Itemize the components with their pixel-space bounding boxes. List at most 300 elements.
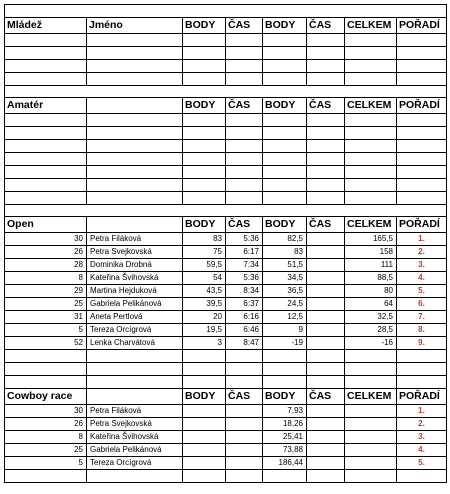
rank-header: POŘADÍ [397, 98, 447, 114]
start-number: 26 [5, 246, 87, 259]
start-number: 25 [5, 298, 87, 311]
body-1-value [183, 431, 226, 444]
time-2-value [307, 337, 345, 350]
empty-cell [5, 47, 87, 60]
time-1-value [226, 431, 263, 444]
empty-cell [345, 376, 397, 389]
start-number: 26 [5, 418, 87, 431]
body-2-header: BODY [263, 217, 307, 233]
body-1-value: 19,5 [183, 324, 226, 337]
empty-cell [226, 73, 263, 86]
rank-value: 1. [397, 405, 447, 418]
empty-cell [183, 34, 226, 47]
empty-cell [307, 179, 345, 192]
body-1-value [183, 457, 226, 470]
time-1-value [226, 444, 263, 457]
total-value [345, 431, 397, 444]
body-1-value: 75 [183, 246, 226, 259]
total-header: CELKEM [345, 389, 397, 405]
body-2-value: 34,5 [263, 272, 307, 285]
empty-header-cell [87, 389, 183, 405]
empty-cell [183, 47, 226, 60]
start-number: 8 [5, 431, 87, 444]
empty-row [5, 166, 447, 179]
open-result-row [5, 298, 447, 311]
empty-cell [226, 34, 263, 47]
empty-cell [397, 363, 447, 376]
body-1-header: BODY [183, 389, 226, 405]
empty-cell [183, 350, 226, 363]
time-1-header: ČAS [226, 98, 263, 114]
spacer-row [5, 86, 447, 98]
empty-row [5, 114, 447, 127]
body-1-value: 3 [183, 337, 226, 350]
empty-cell [5, 127, 87, 140]
empty-cell [5, 205, 447, 217]
empty-row [5, 192, 447, 205]
rank-value: 8. [397, 324, 447, 337]
empty-header-cell [87, 217, 183, 233]
total-value: -16 [345, 337, 397, 350]
empty-cell [183, 166, 226, 179]
open-result-row [5, 259, 447, 272]
empty-cell [345, 363, 397, 376]
open-result-row [5, 233, 447, 246]
empty-cell [397, 114, 447, 127]
empty-cell [307, 470, 345, 483]
body-1-header: BODY [183, 18, 226, 34]
open-result-row [5, 324, 447, 337]
section-header-amater [5, 98, 447, 114]
empty-cell [87, 192, 183, 205]
empty-cell [226, 114, 263, 127]
open-result-row [5, 246, 447, 259]
empty-cell [87, 114, 183, 127]
time-result-value: 7,93 [263, 405, 307, 418]
empty-cell [87, 363, 183, 376]
total-value [345, 418, 397, 431]
empty-cell [345, 127, 397, 140]
empty-cell [263, 153, 307, 166]
empty-header-cell [87, 98, 183, 114]
empty-cell [87, 47, 183, 60]
empty-cell [263, 376, 307, 389]
rider-name: Tereza Orcígrová [87, 457, 183, 470]
empty-cell [345, 140, 397, 153]
open-result-row [5, 285, 447, 298]
time-2-value [307, 311, 345, 324]
time-1-value: 6:17 [226, 246, 263, 259]
empty-cell [5, 114, 87, 127]
rank-value: 5. [397, 457, 447, 470]
time-1-value: 5:36 [226, 233, 263, 246]
rank-header: POŘADÍ [397, 217, 447, 233]
time-1-header: ČAS [226, 217, 263, 233]
empty-cell [397, 34, 447, 47]
time-2-header: ČAS [307, 217, 345, 233]
empty-cell [5, 376, 87, 389]
body-1-value: 59,5 [183, 259, 226, 272]
empty-cell [307, 363, 345, 376]
empty-cell [263, 114, 307, 127]
empty-cell [345, 153, 397, 166]
empty-cell [263, 470, 307, 483]
body-1-value [183, 418, 226, 431]
section-title: Mládež [5, 18, 87, 34]
rider-name: Tereza Orcígrová [87, 324, 183, 337]
total-value: 158 [345, 246, 397, 259]
start-number: 8 [5, 272, 87, 285]
empty-cell [345, 47, 397, 60]
empty-cell [397, 376, 447, 389]
time-1-value [226, 457, 263, 470]
empty-cell [263, 363, 307, 376]
total-value: 88,5 [345, 272, 397, 285]
empty-cell [226, 363, 263, 376]
rider-name: Petra Filáková [87, 405, 183, 418]
body-2-value: 83 [263, 246, 307, 259]
empty-cell [183, 73, 226, 86]
empty-cell [307, 376, 345, 389]
empty-cell [263, 60, 307, 73]
empty-cell [307, 47, 345, 60]
empty-cell [5, 34, 87, 47]
time-2-value [307, 418, 345, 431]
time-1-value [226, 405, 263, 418]
empty-cell [183, 376, 226, 389]
rider-name: Gabriela Pelikánová [87, 298, 183, 311]
start-number: 31 [5, 311, 87, 324]
section-header-open [5, 217, 447, 233]
body-2-value: 51,5 [263, 259, 307, 272]
total-value [345, 405, 397, 418]
empty-cell [183, 114, 226, 127]
open-result-row [5, 272, 447, 285]
empty-cell [226, 470, 263, 483]
empty-cell [5, 5, 447, 18]
empty-cell [263, 73, 307, 86]
body-2-value: 24,5 [263, 298, 307, 311]
body-2-header: BODY [263, 18, 307, 34]
empty-row [5, 73, 447, 86]
empty-cell [183, 60, 226, 73]
empty-cell [345, 179, 397, 192]
empty-cell [307, 140, 345, 153]
time-2-header: ČAS [307, 389, 345, 405]
empty-cell [345, 114, 397, 127]
empty-cell [397, 73, 447, 86]
time-1-value: 5:36 [226, 272, 263, 285]
empty-cell [397, 47, 447, 60]
rider-name: Kateřina Švihovská [87, 272, 183, 285]
empty-row [5, 376, 447, 389]
total-value [345, 457, 397, 470]
time-2-value [307, 246, 345, 259]
body-2-header: BODY [263, 389, 307, 405]
time-result-value: 25,41 [263, 431, 307, 444]
empty-cell [345, 73, 397, 86]
total-value: 32,5 [345, 311, 397, 324]
empty-cell [5, 73, 87, 86]
empty-cell [226, 179, 263, 192]
empty-cell [183, 470, 226, 483]
empty-cell [307, 60, 345, 73]
rank-value: 3. [397, 259, 447, 272]
time-result-value: 18,26 [263, 418, 307, 431]
rank-value: 6. [397, 298, 447, 311]
empty-cell [87, 153, 183, 166]
empty-cell [183, 363, 226, 376]
rider-name: Kateřina Švihovská [87, 431, 183, 444]
rank-value: 4. [397, 272, 447, 285]
empty-cell [263, 350, 307, 363]
cowboy-result-row [5, 457, 447, 470]
total-header: CELKEM [345, 217, 397, 233]
body-1-value: 83 [183, 233, 226, 246]
empty-row [5, 363, 447, 376]
empty-cell [87, 179, 183, 192]
empty-cell [87, 470, 183, 483]
body-2-value: 82,5 [263, 233, 307, 246]
open-result-row [5, 337, 447, 350]
rider-name: Petra Svejkovská [87, 246, 183, 259]
rank-header: POŘADÍ [397, 18, 447, 34]
empty-cell [397, 166, 447, 179]
empty-cell [307, 166, 345, 179]
time-2-header: ČAS [307, 98, 345, 114]
time-1-value: 7:34 [226, 259, 263, 272]
total-value: 80 [345, 285, 397, 298]
start-number: 30 [5, 233, 87, 246]
body-2-value: 12,5 [263, 311, 307, 324]
time-1-header: ČAS [226, 18, 263, 34]
empty-cell [5, 140, 87, 153]
empty-cell [5, 166, 87, 179]
empty-row [5, 140, 447, 153]
empty-cell [307, 153, 345, 166]
time-2-value [307, 444, 345, 457]
empty-cell [397, 192, 447, 205]
empty-cell [183, 140, 226, 153]
rank-value: 9. [397, 337, 447, 350]
empty-cell [397, 179, 447, 192]
empty-row [5, 153, 447, 166]
time-1-header: ČAS [226, 389, 263, 405]
body-1-value [183, 444, 226, 457]
rank-header: POŘADÍ [397, 389, 447, 405]
empty-cell [5, 86, 447, 98]
empty-cell [345, 350, 397, 363]
time-1-value: 8:47 [226, 337, 263, 350]
cowboy-result-row [5, 418, 447, 431]
empty-cell [87, 140, 183, 153]
body-2-value: -19 [263, 337, 307, 350]
body-1-value: 39,5 [183, 298, 226, 311]
empty-cell [397, 140, 447, 153]
empty-cell [397, 153, 447, 166]
empty-cell [397, 350, 447, 363]
empty-cell [87, 166, 183, 179]
empty-cell [87, 73, 183, 86]
time-2-header: ČAS [307, 18, 345, 34]
empty-cell [226, 376, 263, 389]
empty-cell [5, 470, 87, 483]
results-spreadsheet [4, 4, 446, 483]
start-number: 5 [5, 457, 87, 470]
empty-cell [183, 153, 226, 166]
empty-row [5, 34, 447, 47]
total-value [345, 444, 397, 457]
empty-cell [345, 470, 397, 483]
start-number: 25 [5, 444, 87, 457]
rank-value: 5. [397, 285, 447, 298]
start-number: 5 [5, 324, 87, 337]
time-1-value: 6:16 [226, 311, 263, 324]
cowboy-result-row [5, 444, 447, 457]
empty-cell [263, 166, 307, 179]
rider-name: Lenka Charvátová [87, 337, 183, 350]
empty-cell [263, 34, 307, 47]
time-2-value [307, 259, 345, 272]
empty-cell [307, 192, 345, 205]
empty-cell [87, 376, 183, 389]
empty-cell [87, 60, 183, 73]
total-header: CELKEM [345, 18, 397, 34]
empty-row [5, 350, 447, 363]
empty-cell [345, 60, 397, 73]
empty-row [5, 179, 447, 192]
total-value: 165,5 [345, 233, 397, 246]
empty-cell [226, 47, 263, 60]
rider-name: Martina Hejduková [87, 285, 183, 298]
total-value: 28,5 [345, 324, 397, 337]
empty-cell [263, 140, 307, 153]
rank-value: 2. [397, 418, 447, 431]
body-1-value: 54 [183, 272, 226, 285]
empty-cell [397, 470, 447, 483]
rider-name: Petra Svejkovská [87, 418, 183, 431]
time-2-value [307, 285, 345, 298]
empty-cell [5, 363, 87, 376]
empty-row [5, 60, 447, 73]
section-title: Open [5, 217, 87, 233]
open-result-row [5, 311, 447, 324]
time-2-value [307, 405, 345, 418]
empty-cell [226, 140, 263, 153]
empty-cell [226, 350, 263, 363]
rider-name: Petra Filáková [87, 233, 183, 246]
empty-row [5, 127, 447, 140]
cowboy-result-row [5, 405, 447, 418]
empty-cell [307, 34, 345, 47]
time-result-value: 73,88 [263, 444, 307, 457]
rank-value: 2. [397, 246, 447, 259]
empty-row [5, 47, 447, 60]
empty-cell [5, 179, 87, 192]
body-1-value: 20 [183, 311, 226, 324]
start-number: 28 [5, 259, 87, 272]
empty-cell [87, 350, 183, 363]
empty-cell [307, 114, 345, 127]
rank-value: 1. [397, 233, 447, 246]
section-title: Cowboy race [5, 389, 87, 405]
body-2-value: 36,5 [263, 285, 307, 298]
empty-cell [226, 192, 263, 205]
empty-cell [226, 60, 263, 73]
start-number: 52 [5, 337, 87, 350]
empty-cell [345, 34, 397, 47]
time-2-value [307, 272, 345, 285]
start-number: 29 [5, 285, 87, 298]
rank-value: 4. [397, 444, 447, 457]
empty-cell [307, 127, 345, 140]
time-2-value [307, 324, 345, 337]
empty-cell [183, 192, 226, 205]
rider-name: Aneta Pertlová [87, 311, 183, 324]
rank-value: 3. [397, 431, 447, 444]
empty-cell [226, 153, 263, 166]
empty-cell [87, 127, 183, 140]
empty-cell [345, 166, 397, 179]
empty-cell [263, 192, 307, 205]
section-title: Amatér [5, 98, 87, 114]
start-number: 30 [5, 405, 87, 418]
empty-cell [397, 127, 447, 140]
empty-cell [5, 192, 87, 205]
empty-cell [5, 60, 87, 73]
empty-cell [5, 153, 87, 166]
body-2-header: BODY [263, 98, 307, 114]
body-1-header: BODY [183, 98, 226, 114]
section-header-mladez [5, 18, 447, 34]
results-table [4, 4, 447, 483]
body-1-value: 43,5 [183, 285, 226, 298]
spacer-row [5, 205, 447, 217]
name-column-header: Jméno [87, 18, 183, 34]
total-value: 111 [345, 259, 397, 272]
empty-cell [397, 60, 447, 73]
top-row [5, 5, 447, 18]
total-value: 64 [345, 298, 397, 311]
empty-cell [5, 350, 87, 363]
rider-name: Dominika Drobná [87, 259, 183, 272]
empty-cell [263, 47, 307, 60]
time-1-value: 8:34 [226, 285, 263, 298]
body-2-value: 9 [263, 324, 307, 337]
time-1-value: 6:46 [226, 324, 263, 337]
total-header: CELKEM [345, 98, 397, 114]
empty-cell [183, 179, 226, 192]
rank-value: 7. [397, 311, 447, 324]
empty-cell [226, 127, 263, 140]
time-1-value [226, 418, 263, 431]
section-header-cowboy [5, 389, 447, 405]
body-1-value [183, 405, 226, 418]
empty-cell [183, 127, 226, 140]
time-result-value: 186,44 [263, 457, 307, 470]
time-2-value [307, 233, 345, 246]
empty-cell [307, 73, 345, 86]
empty-row [5, 470, 447, 483]
empty-cell [345, 192, 397, 205]
empty-cell [263, 179, 307, 192]
body-1-header: BODY [183, 217, 226, 233]
time-2-value [307, 298, 345, 311]
empty-cell [226, 166, 263, 179]
cowboy-result-row [5, 431, 447, 444]
time-2-value [307, 431, 345, 444]
time-2-value [307, 457, 345, 470]
